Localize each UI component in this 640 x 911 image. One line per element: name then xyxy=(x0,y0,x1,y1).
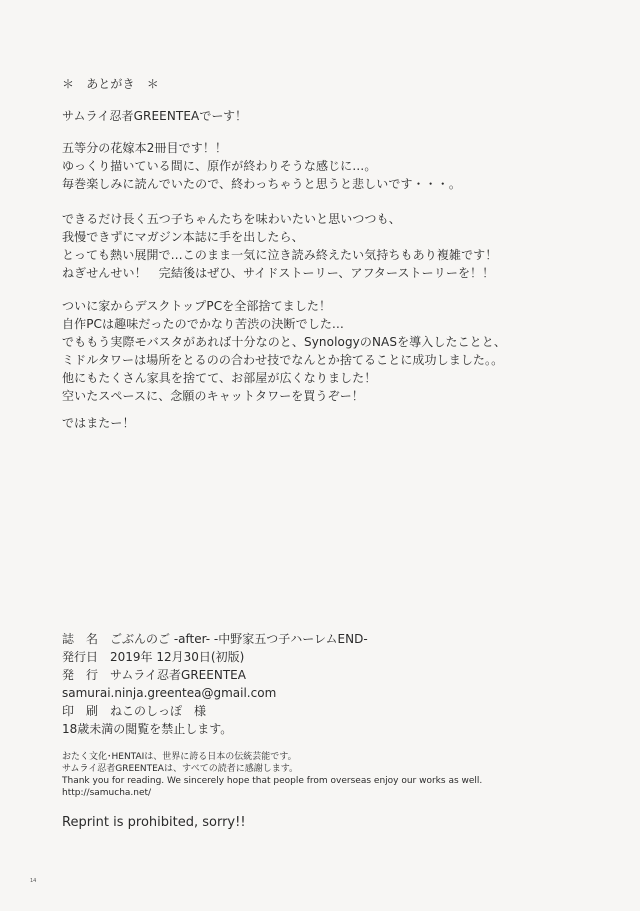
colophon-value: ねこのしっぽ 様 xyxy=(110,704,207,718)
text-line: 五等分の花嫁本2冊目です！！ xyxy=(62,141,228,155)
colophon-label: 発 行 xyxy=(62,668,99,682)
text-line: サムライ忍者GREENTEAでーす！ xyxy=(62,109,248,123)
text-line: 我慢できずにマガジン本誌に手を出したら、 xyxy=(62,230,304,244)
text-line: とっても熱い展開で…このまま一気に泣き読み終えたい気持ちもあり複雑です！ xyxy=(62,248,498,262)
colophon-label: 印 刷 xyxy=(62,704,99,718)
text-line: 他にもたくさん家具を捨てて、お部屋が広くなりました！ xyxy=(62,371,377,385)
text-line: ついに家からデスクトップPCを全部捨てました！ xyxy=(62,299,332,313)
colophon-label: 発行日 xyxy=(62,650,99,664)
text-line: 毎巻楽しみに読んでいたので、終わっちゃうと思うと悲しいです・・・。 xyxy=(62,177,461,191)
age-notice: 18歳未満の閲覧を禁止します。 xyxy=(62,722,233,736)
reprint-notice: Reprint is prohibited, sorry!! xyxy=(62,815,246,830)
colophon-value: 2019年 12月30日(初版) xyxy=(110,650,245,664)
colophon-value: サムライ忍者GREENTEA xyxy=(110,668,246,682)
colophon-value: ごぶんのご -after- -中野家五つ子ハーレムEND- xyxy=(110,632,368,646)
note-line: Thank you for reading. We sincerely hope that people from overseas enjoy our works as well. xyxy=(62,776,483,786)
colophon-title-row xyxy=(62,631,368,647)
colophon-email: samurai.ninja.greentea@gmail.com xyxy=(62,686,277,700)
page-number: 14 xyxy=(30,878,37,884)
colophon-label: 誌 名 xyxy=(62,632,99,646)
colophon-date-row xyxy=(62,649,244,665)
note-line: サムライ忍者GREENTEAは、すべての読者に感謝します。 xyxy=(62,764,299,774)
colophon-printer-row xyxy=(62,703,206,719)
afterword-title: ＊ あとがき ＊ xyxy=(62,77,159,91)
text-line: ミドルタワーは場所をとるのの合わせ技でなんとか捨てることに成功しました。。 xyxy=(62,353,504,367)
closing-line: ではまたー！ xyxy=(62,416,135,430)
text-line: ゆっくり描いている間に、原作が終わりそうな感じに…。 xyxy=(62,159,377,173)
text-line: できるだけ長く五つ子ちゃんたちを味わいたいと思いつつも、 xyxy=(62,212,401,226)
text-line: 自作PCは趣味だったのでかなり苦渋の決断でした… xyxy=(62,317,345,331)
note-line: おたく文化･HENTAIは、世界に誇る日本の伝統芸能です。 xyxy=(62,752,297,762)
text-line: 空いたスペースに、念願のキャットタワーを買うぞー！ xyxy=(62,389,364,403)
text-line: ねぎせんせい！ 完結後はぜひ、サイドストーリー、アフターストーリーを！！ xyxy=(62,266,495,280)
text-line: でももう実際モバスタがあれば十分なのと、SynologyのNASを導入したことと、 xyxy=(62,335,506,349)
colophon-publisher-row xyxy=(62,667,246,683)
website-link[interactable]: http://samucha.net/ xyxy=(62,788,152,798)
